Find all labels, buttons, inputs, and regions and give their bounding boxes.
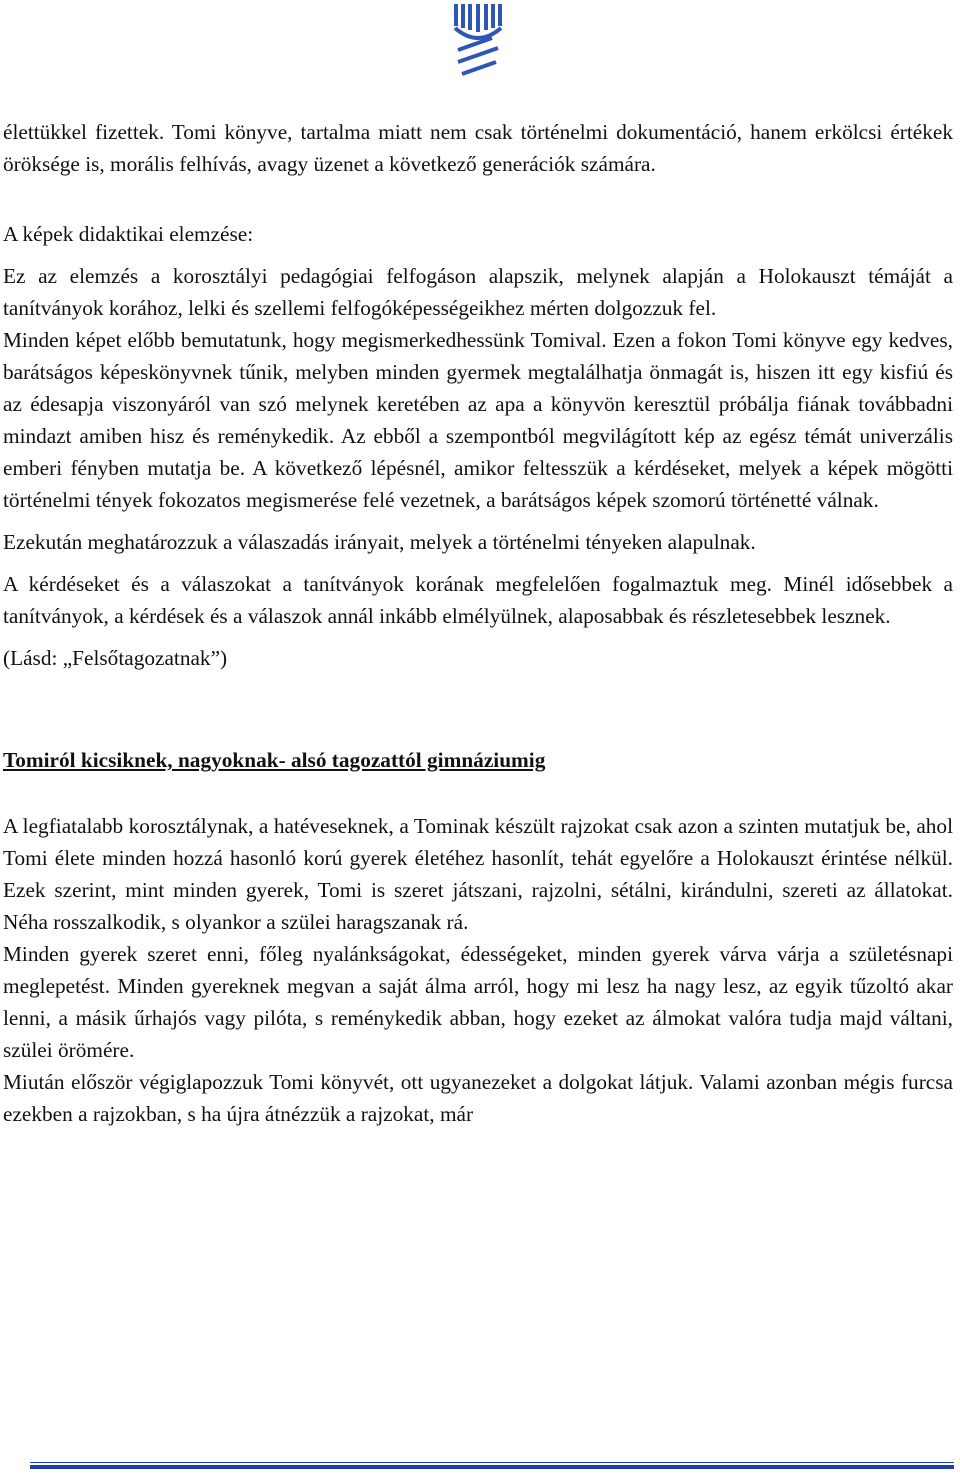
section-heading: Tomiról kicsiknek, nagyoknak- alsó tagozattól gimnáziumig [3,748,546,772]
paragraph-browsing-book: Miután először végiglapozzuk Tomi könyvét, ott ugyanezeket a dolgokat látjuk. Valami azonban mégis furcsa ezekben a rajzokban, s ha újra átnézzük a rajzokat, már [3,1070,953,1126]
footer-divider [30,1462,954,1472]
document-body [3,116,953,1130]
paragraph-every-child: Minden gyerek szeret enni, főleg nyalánkságokat, édességeket, minden gyerek várva várja a születésnapi meglepetést. Minden gyereknek megvan a saját álma arról, hogy mi lesz ha nagy lesz, az egyik tűzoltó akar lenni, a másik űrhajós vagy pilóta, s reménykedik abban, hogy ezeket az álmokat valóra tudja majd váltani, szülei örömére. [3,942,953,1062]
paragraph-analysis-basis: Ez az elemzés a korosztályi pedagógiai felfogáson alapszik, melynek alapján a Holokauszt témáját a tanítványok korához, lelki és szellemi felfogóképességeikhez mérten dolgozzuk fel. [3,264,953,320]
paragraph-answers-direction: Ezekután meghatározzuk a válaszadás irányait, melyek a történelmi tényeken alapulnak. [3,530,756,554]
paragraph-intro-continuation: élettükkel fizettek. Tomi könyve, tartalma miatt nem csak történelmi dokumentáció, hanem erkölcsi értékek öröksége is, morális felhívás, avagy üzenet a következő generációk számára. [3,120,953,176]
paragraph-youngest-age-group: A legfiatalabb korosztálynak, a hatéveseknek, a Tominak készült rajzokat csak azon a szinten mutatjuk be, ahol Tomi élete minden hozzá hasonló korú gyerek életéhez hasonlít, tehát egyelőre a Holokauszt érintése nélkül. Ezek szerint, mint minden gyerek, Tomi is szeret játszani, rajzolni, sétálni, kirándulni, szereti az állatokat. Néha rosszalkodik, s olyankor a szülei haragszanak rá. [3,814,953,934]
paragraph-see-reference: (Lásd: „Felsőtagozatnak”) [3,646,228,670]
menorah-logo-icon [452,4,504,80]
paragraph-questions-by-age: A kérdéseket és a válaszokat a tanítványok korának megfelelően fogalmaztuk meg. Minél idősebbek a tanítványok, a kérdések és a válaszok annál inkább elmélyülnek, alaposabbak és részletesebbek lesznek. [3,572,953,628]
subheading-didactic-analysis: A képek didaktikai elemzése: [3,222,254,246]
paragraph-first-stage: Minden képet előbb bemutatunk, hogy megismerkedhessünk Tomival. Ezen a fokon Tomi könyve egy kedves, barátságos képeskönyvnek tűnik, melyben minden gyermek megtalálhatja önmagát is, hiszen itt egy kisfiú és az édesapja viszonyáról van szó melynek keretében az apa a könyvön keresztül próbálja fiának továbbadni mindazt amiben hisz és reménykedik. Az ebből a szempontból megvilágított kép az egész témát univerzális emberi fényben mutatja be. A következő lépésnél, amikor feltesszük a kérdéseket, melyek a képek mögötti történelmi tények fokozatos megismerése felé vezetnek, a barátságos képek szomorú történetté válnak. [3,328,953,512]
